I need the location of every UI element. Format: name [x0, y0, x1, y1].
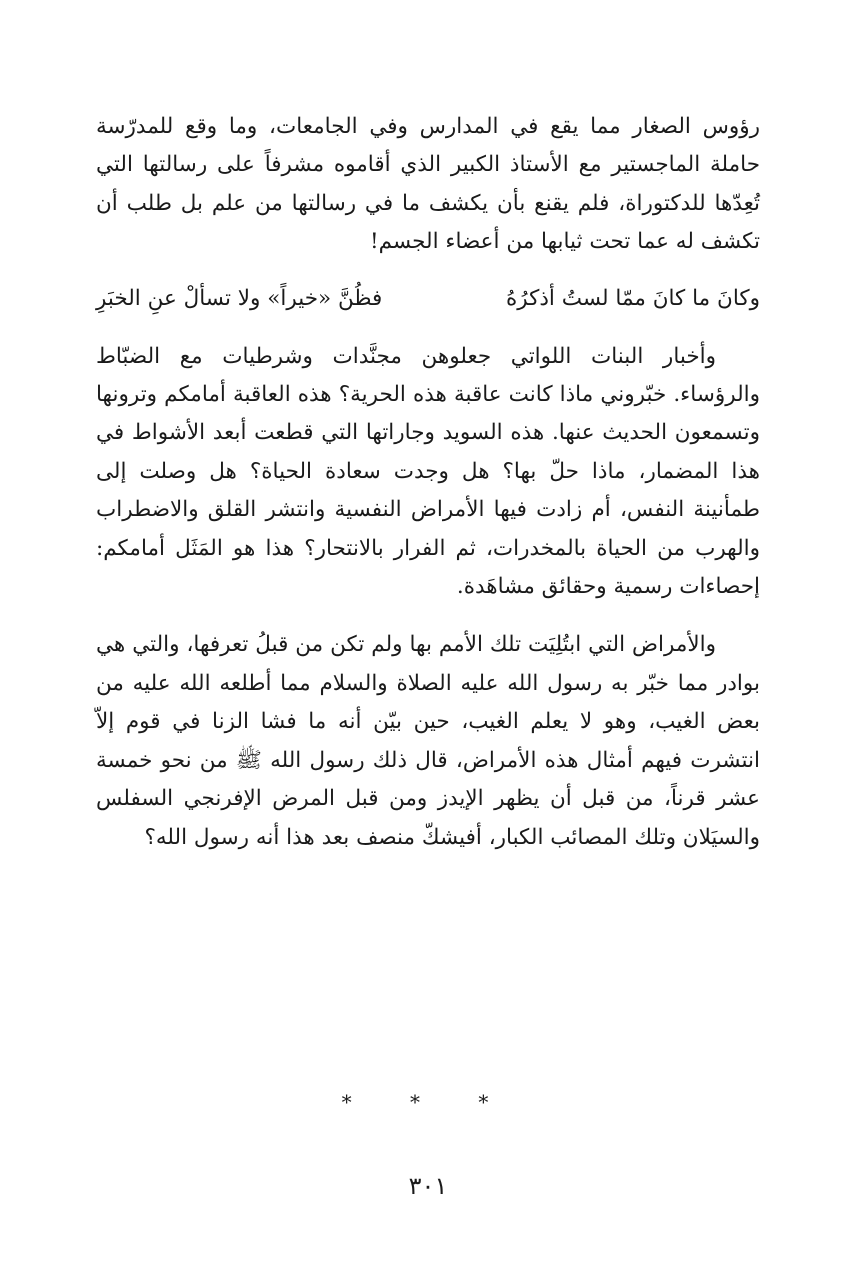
spacer [96, 262, 760, 280]
page-body [96, 108, 760, 857]
spacer [96, 606, 760, 626]
paragraph-2: وأخبار البنات اللواتي جعلوهن مجنَّدات وشرطيات مع الضبّاط والرؤساء. خبّروني ماذا كانت عاقبة هذه الحرية؟ هذه العاقبة أمامكم وترونها وتسمعون الحديث عنها. هذه السويد وجاراتها التي قطعت أبعد الأشواط في هذا المضمار، ماذا حلّ بها؟ هل وجدت سعادة الحياة؟ هل وصلت إلى طمأنينة النفس، أم زادت فيها الأمراض النفسية وانتشر القلق والاضطراب والهرب من الحياة بالمخدرات، ثم الفرار بالانتحار؟ هذا هو المَثَل أمامكم: إحصاءات رسمية وحقائق مشاهَدة. [96, 343, 760, 600]
paragraph-1: رؤوس الصغار مما يقع في المدارس وفي الجامعات، وما وقع للمدرّسة حاملة الماجستير مع الأستاذ الكبير الذي أقاموه مشرفاً على رسالتها التي تُعِدّها للدكتوراة، فلم يقنع بأن يكشف ما في رسالتها من علم بل طلب أن تكشف له عما تحت ثيابها من أعضاء الجسم! [96, 114, 760, 255]
verse-first-hemistich: وكانَ ما كانَ ممّا لستُ أذكرُهُ [505, 285, 760, 311]
verse-second-hemistich: فظُنَّ «خيراً» ولا تسألْ عنِ الخبَرِ [96, 285, 383, 311]
paragraph-3: والأمراض التي ابتُلِيَت تلك الأمم بها ولم تكن من قبلُ تعرفها، والتي هي بوادر مما خبّر به رسول الله عليه الصلاة والسلام مما أطلعه الله عليه من بعض الغيب، وهو لا يعلم الغيب، حين بيّن أنه ما فشا الزنا في قوم إلاّ انتشرت فيهم أمثال هذه الأمراض، قال ذلك رسول الله ﷺ من نحو خمسة عشر قرناً، من قبل أن يظهر الإيدز ومن قبل المرض الإفرنجي السفلس والسيَلان وتلك المصائب الكبار، أفيشكّ منصف بعد هذا أنه رسول الله؟ [96, 632, 760, 850]
spacer [96, 318, 760, 338]
section-separator: * * * [341, 1090, 515, 1114]
page-number: ٣٠١ [408, 1172, 448, 1200]
poetry-verse [96, 280, 760, 318]
